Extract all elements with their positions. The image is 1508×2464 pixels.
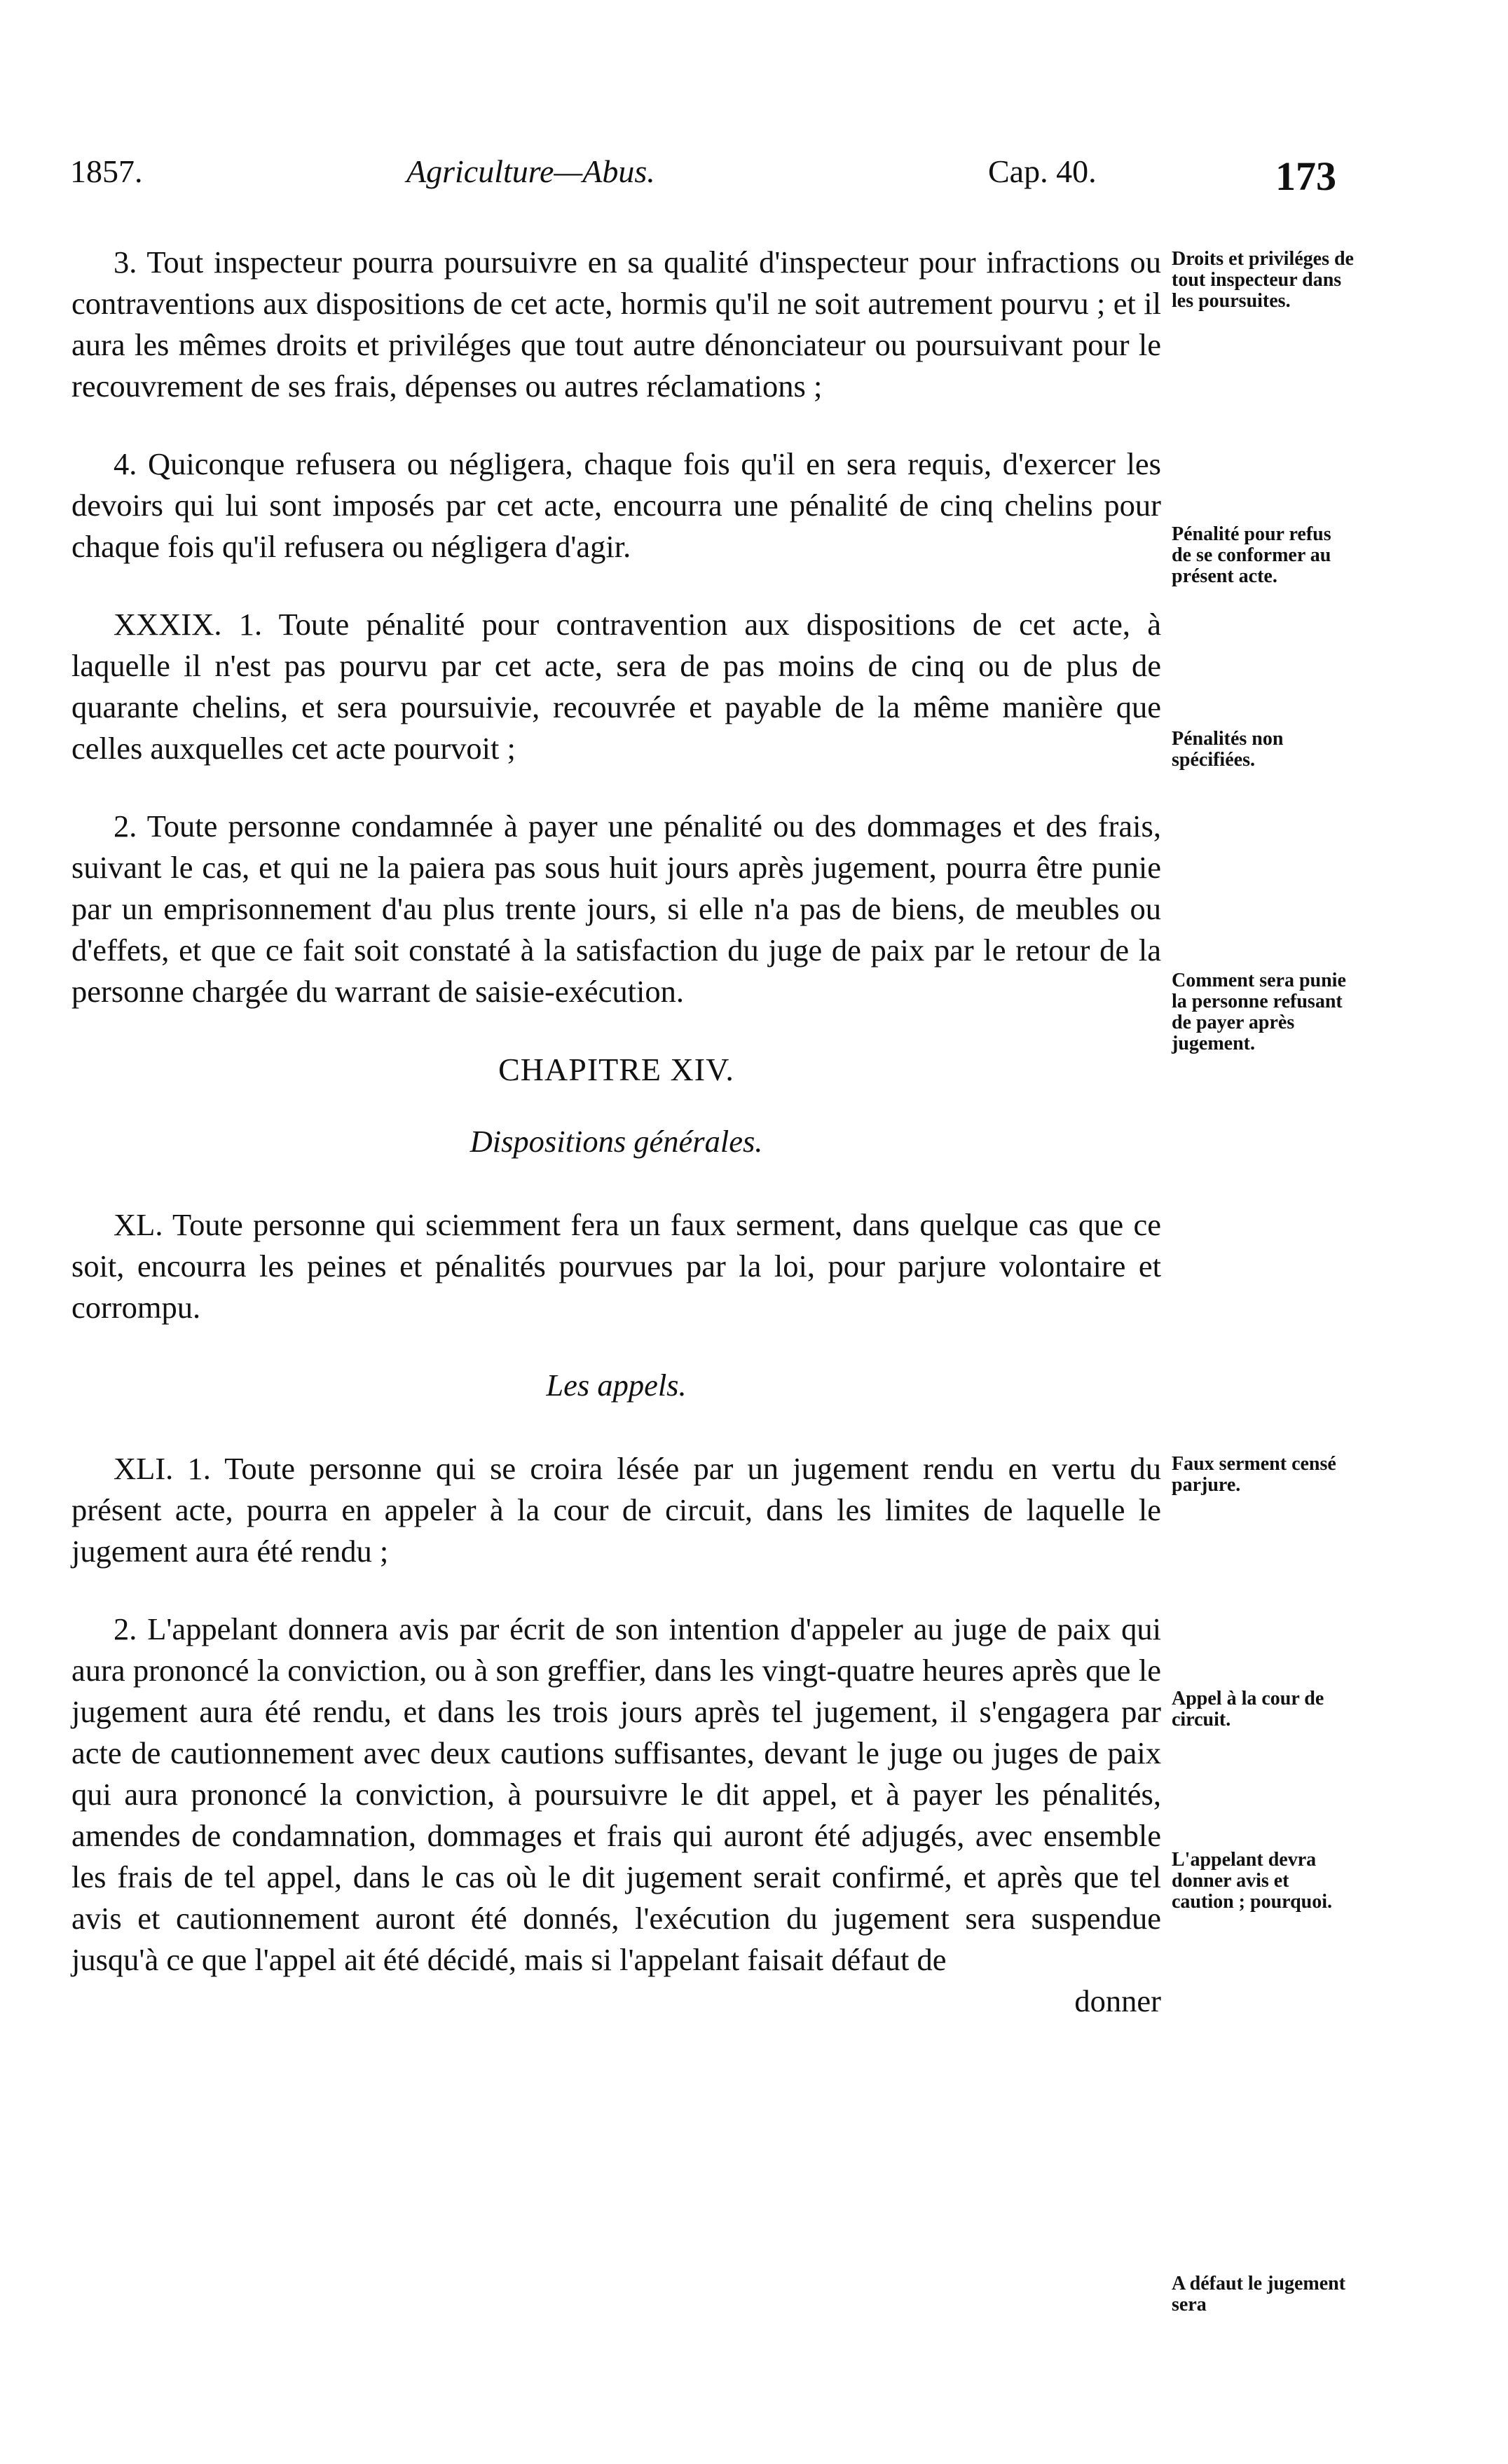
paragraph-xl: XL. Toute personne qui sciemment fera un faux serment, dans quelque cas que ce soit, encourra les peines et pénalités pourvues par la loi, pour parjure volontaire et corrompu. xyxy=(71,1207,1161,1325)
margin-note-false-oath: Faux serment censé parjure. xyxy=(1172,1453,1336,1496)
paragraph-xli-1: XLI. 1. Toute personne qui se croira lésée par un jugement rendu en vertu du présent acte, pourra en appeler à la cour de circuit, dans les limites de laquelle le jugement aura été rendu ; xyxy=(71,1451,1161,1569)
header-year: 1857. xyxy=(70,153,143,189)
margin-note-refusal-penalty: Pénalité pour refus de se conformer au présent acte. xyxy=(1172,523,1331,587)
paragraph-xxxix-2: 2. Toute personne condamnée à payer une pénalité ou des dommages et des frais, suivant le cas, et qui ne la paiera pas sous huit jours après jugement, pourra être punie par un emprisonnement d'au plus trente jours, si elle n'a pas de biens, de meubles ou d'effets, et que ce fait soit constaté à la satisfaction du juge de paix par le retour de la personne chargée du warrant de saisie-exécution. xyxy=(71,808,1161,1009)
paragraph-xli-2: 2. L'appelant donnera avis par écrit de son intention d'appeler au juge de paix qui aura prononcé la conviction, ou à son greffier, dans les vingt-quatre heures après que le jugement aura été rendu, et dans les trois jours après tel jugement, il s'engagera par acte de cautionnement avec deux cautions suffisantes, devant le juge ou juges de paix qui aura prononcé la conviction, à poursuivre le dit appel, et à payer les pénalités, amendes de condamnation, dommages et frais qui auront été adjugés, avec ensemble les frais de tel appel, dans le cas où le dit jugement serait confirmé, et après que tel avis et cautionnement auront été donnés, l'exécution du jugement sera suspendue jusqu'à ce que l'appel ait été décidé, mais si l'appelant faisait défaut de xyxy=(71,1611,1161,1977)
section-heading-general: Dispositions générales. xyxy=(469,1124,763,1159)
main-text-column xyxy=(71,242,1161,2022)
margin-note-appeal-circuit: Appel à la cour de circuit. xyxy=(1172,1688,1324,1730)
header-title: Agriculture—Abus. xyxy=(406,153,655,189)
paragraph-xxxix-1: XXXIX. 1. Toute pénalité pour contravention aux dispositions de cet acte, à laquelle il n'est pas pourvu par cet acte, sera de pas moins de cinq ou de plus de quarante chelins, et sera poursuivie, recouvrée et payable de la même manière que celles auxquelles cet acte pourvoit ; xyxy=(71,607,1161,766)
paragraph-3: 3. Tout inspecteur pourra poursuivre en sa qualité d'inspecteur pour infractions ou contraventions aux dispositions de cet acte, hormis qu'il ne soit autrement pourvu ; et il aura les mêmes droits et priviléges que tout autre dénonciateur ou poursuivant pour le recouvrement de ses frais, dépenses ou autres réclamations ; xyxy=(71,245,1161,404)
margin-note-appellant-notice: L'appelant devra donner avis et caution ; pourquoi. xyxy=(1172,1849,1332,1913)
margin-note-inspector-rights: Droits et priviléges de tout inspecteur dans les poursuites. xyxy=(1172,248,1354,312)
catchword-continuation: donner xyxy=(1074,1983,1161,2018)
margin-note-refusal-to-pay: Comment sera punie la personne refusant de payer après jugement. xyxy=(1172,970,1346,1054)
chapter-heading: CHAPITRE XIV. xyxy=(498,1052,734,1087)
header-chapter: Cap. 40. xyxy=(988,153,1097,189)
paragraph-4: 4. Quiconque refusera ou négligera, chaque fois qu'il en sera requis, d'exercer les devoirs qui lui sont imposés par cet acte, encourra une pénalité de cinq chelins pour chaque fois qu'il refusera ou négligera d'agir. xyxy=(71,446,1161,564)
section-heading-appeals: Les appels. xyxy=(546,1368,687,1403)
running-header xyxy=(70,153,1366,209)
margin-note-unspecified-penalties: Pénalités non spécifiées. xyxy=(1172,728,1284,771)
page-number: 173 xyxy=(1275,153,1336,199)
margin-note-default-judgment: A défaut le jugement sera xyxy=(1172,2273,1346,2315)
